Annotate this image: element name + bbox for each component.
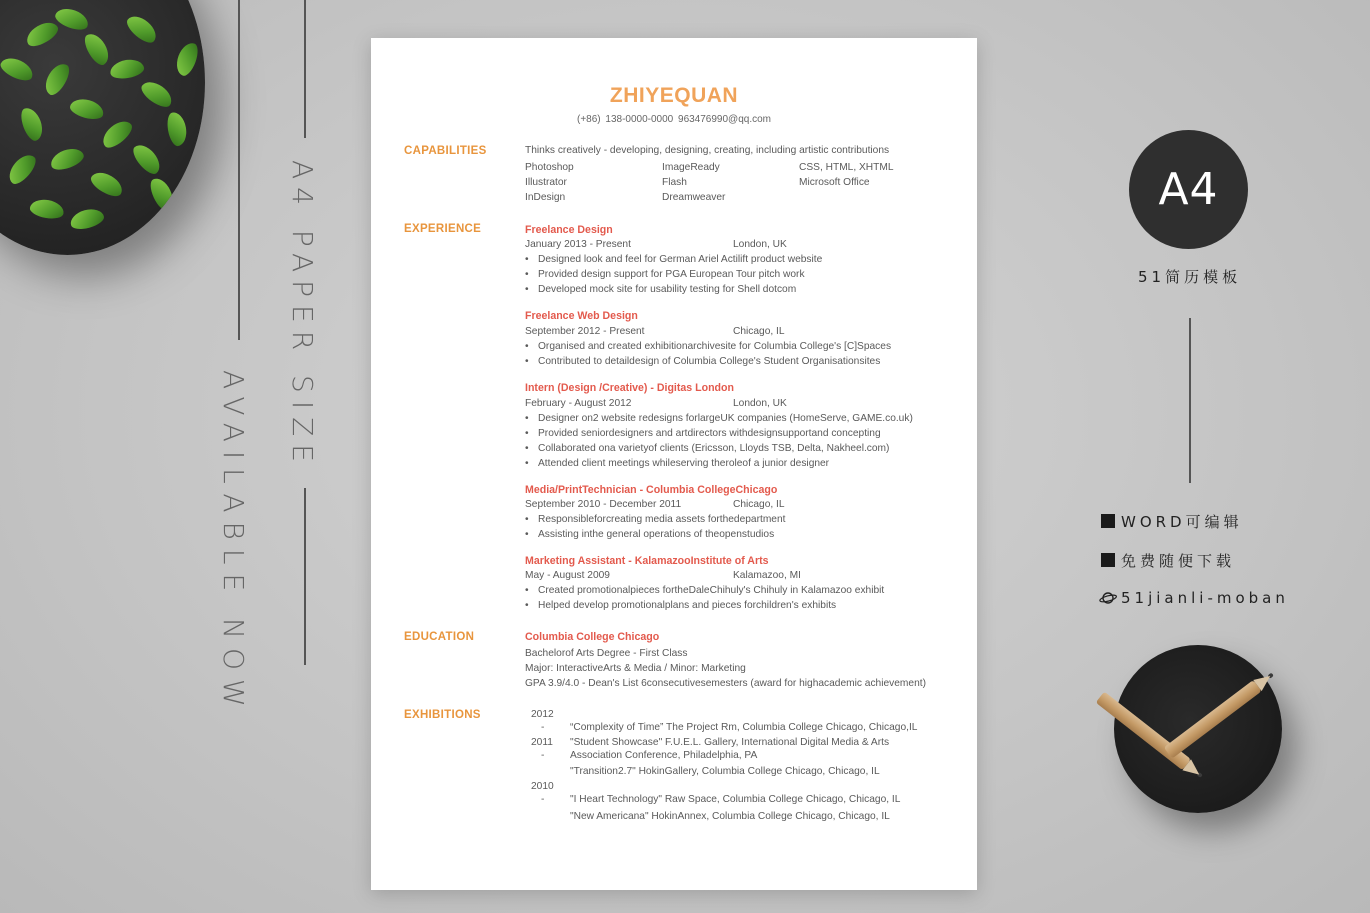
job-location: London, UK	[733, 239, 787, 250]
skill-item: CSS, HTML, XHTML	[799, 162, 894, 173]
skill-item: Microsoft Office	[799, 177, 870, 188]
feature-free-download: 免费随便下载	[1101, 550, 1235, 571]
job-bullet: • Attended client meetings whileserving theroleof a junior designer	[525, 458, 829, 469]
exhibition-year-dash: -	[541, 722, 545, 733]
square-bullet-icon	[1101, 553, 1115, 567]
job-bullet: • Assisting inthe general operations of theopenstudios	[525, 529, 774, 540]
skill-item: Photoshop	[525, 162, 574, 173]
site-label: 51jianli-moban	[1099, 589, 1289, 607]
job-date: February - August 2012	[525, 398, 632, 409]
paper-size-rule-bottom	[304, 488, 306, 665]
exhibition-item: Association Conference, Philadelphia, PA	[570, 750, 758, 761]
exhibition-year: 2011	[531, 737, 553, 748]
job-title: Freelance Web Design	[525, 310, 638, 322]
square-bullet-icon	[1101, 514, 1115, 528]
exhibition-item: "Transition2.7" HokinGallery, Columbia College Chicago, Chicago, IL	[570, 766, 880, 777]
job-bullet: • Developed mock site for usability testing for Shell dotcom	[525, 284, 796, 295]
skill-item: Illustrator	[525, 177, 567, 188]
job-location: Kalamazoo, MI	[733, 570, 801, 581]
school-name: Columbia College Chicago	[525, 631, 660, 643]
education-line: Bachelorof Arts Degree - First Class	[525, 648, 688, 659]
job-bullet: • Designed look and feel for German Ariel Actilift product website	[525, 254, 822, 265]
skill-item: ImageReady	[662, 162, 720, 173]
education-line: Major: InteractiveArts & Media / Minor: Marketing	[525, 663, 746, 674]
exhibition-item: “Complexity of Time” The Project Rm, Columbia College Chicago, Chicago,IL	[570, 722, 918, 733]
paper-size-rule-top	[304, 0, 306, 138]
right-vertical-rule	[1189, 318, 1191, 483]
job-date: January 2013 - Present	[525, 239, 631, 250]
resume-name: ZHIYEQUAN	[609, 84, 739, 107]
job-title: Media/PrintTechnician - Columbia CollegeChicago	[525, 484, 778, 496]
exhibition-year-dash: -	[541, 794, 545, 805]
section-title-experience: EXPERIENCE	[404, 223, 482, 235]
planet-icon	[1099, 591, 1117, 605]
brand-label: 51简历模板	[1138, 268, 1242, 286]
section-title-exhibitions: EXHIBITIONS	[404, 709, 481, 721]
job-location: Chicago, IL	[733, 499, 785, 510]
job-location: Chicago, IL	[733, 326, 785, 337]
job-bullet: • Provided seniordesigners and artdirectors withdesignsupportand concepting	[525, 428, 881, 439]
left-vertical-rule	[238, 0, 240, 340]
job-date: September 2010 - December 2011	[525, 499, 682, 510]
resume-contact: (+86) 138-0000-0000 963476990@qq.com	[576, 114, 771, 125]
job-title: Freelance Design	[525, 224, 613, 236]
exhibition-year: 2010	[531, 781, 554, 792]
a4-paper-size-label: A4 PAPER SIZE	[286, 160, 319, 470]
resume-paper	[371, 38, 977, 890]
skill-item: InDesign	[525, 192, 566, 203]
job-bullet: • Contributed to detaildesign of Columbia College's Student Organisationsites	[525, 356, 880, 367]
capabilities-summary: Thinks creatively - developing, designing, creating, including artistic contributions	[525, 145, 890, 156]
skill-item: Flash	[662, 177, 687, 188]
job-location: London, UK	[733, 398, 787, 409]
exhibition-item: "I Heart Technology" Raw Space, Columbia College Chicago, Chicago, IL	[570, 794, 901, 805]
job-bullet: • Collaborated ona varietyof clients (Ericsson, Lloyds TSB, Delta, Nakheel.com)	[525, 443, 889, 454]
job-bullet: • Responsibleforcreating media assets forthedepartment	[525, 514, 785, 525]
section-title-education: EDUCATION	[404, 631, 475, 643]
job-bullet: • Organised and created exhibitionarchivesite for Columbia College's [C]Spaces	[525, 341, 891, 352]
skill-item: Dreamweaver	[662, 192, 726, 203]
education-line: GPA 3.9/4.0 - Dean's List 6consecutivesemesters (award for highacademic achievement)	[525, 678, 926, 689]
job-bullet: • Designer on2 website redesigns forlargeUK companies (HomeServe, GAME.co.uk)	[525, 413, 913, 424]
section-title-capabilities: CAPABILITIES	[404, 145, 487, 157]
job-bullet: • Created promotionalpieces fortheDaleChihuly's Chihuly in Kalamazoo exhibit	[525, 585, 884, 596]
job-bullet: • Helped develop promotionalplans and pieces forchildren's exhibits	[525, 600, 836, 611]
exhibition-item: "New Americana" HokinAnnex, Columbia College Chicago, Chicago, IL	[570, 811, 890, 822]
exhibition-item: "Student Showcase" F.U.E.L. Gallery, International Digital Media & Arts	[570, 737, 890, 748]
job-bullet: • Provided design support for PGA European Tour pitch work	[525, 269, 805, 280]
available-now-label: AVAILABLE NOW	[217, 370, 250, 716]
a4-badge: A4	[1129, 130, 1248, 249]
feature-word-editable: WORD可编辑	[1101, 511, 1243, 532]
plant-pot-decoration	[0, 0, 205, 255]
exhibition-year-dash: -	[541, 750, 545, 761]
job-date: September 2012 - Present	[525, 326, 645, 337]
job-title: Marketing Assistant - KalamazooInstitute of Arts	[525, 555, 769, 567]
job-date: May - August 2009	[525, 570, 610, 581]
exhibition-year: 2012	[531, 709, 554, 720]
job-title: Intern (Design /Creative) - Digitas London	[525, 382, 734, 394]
